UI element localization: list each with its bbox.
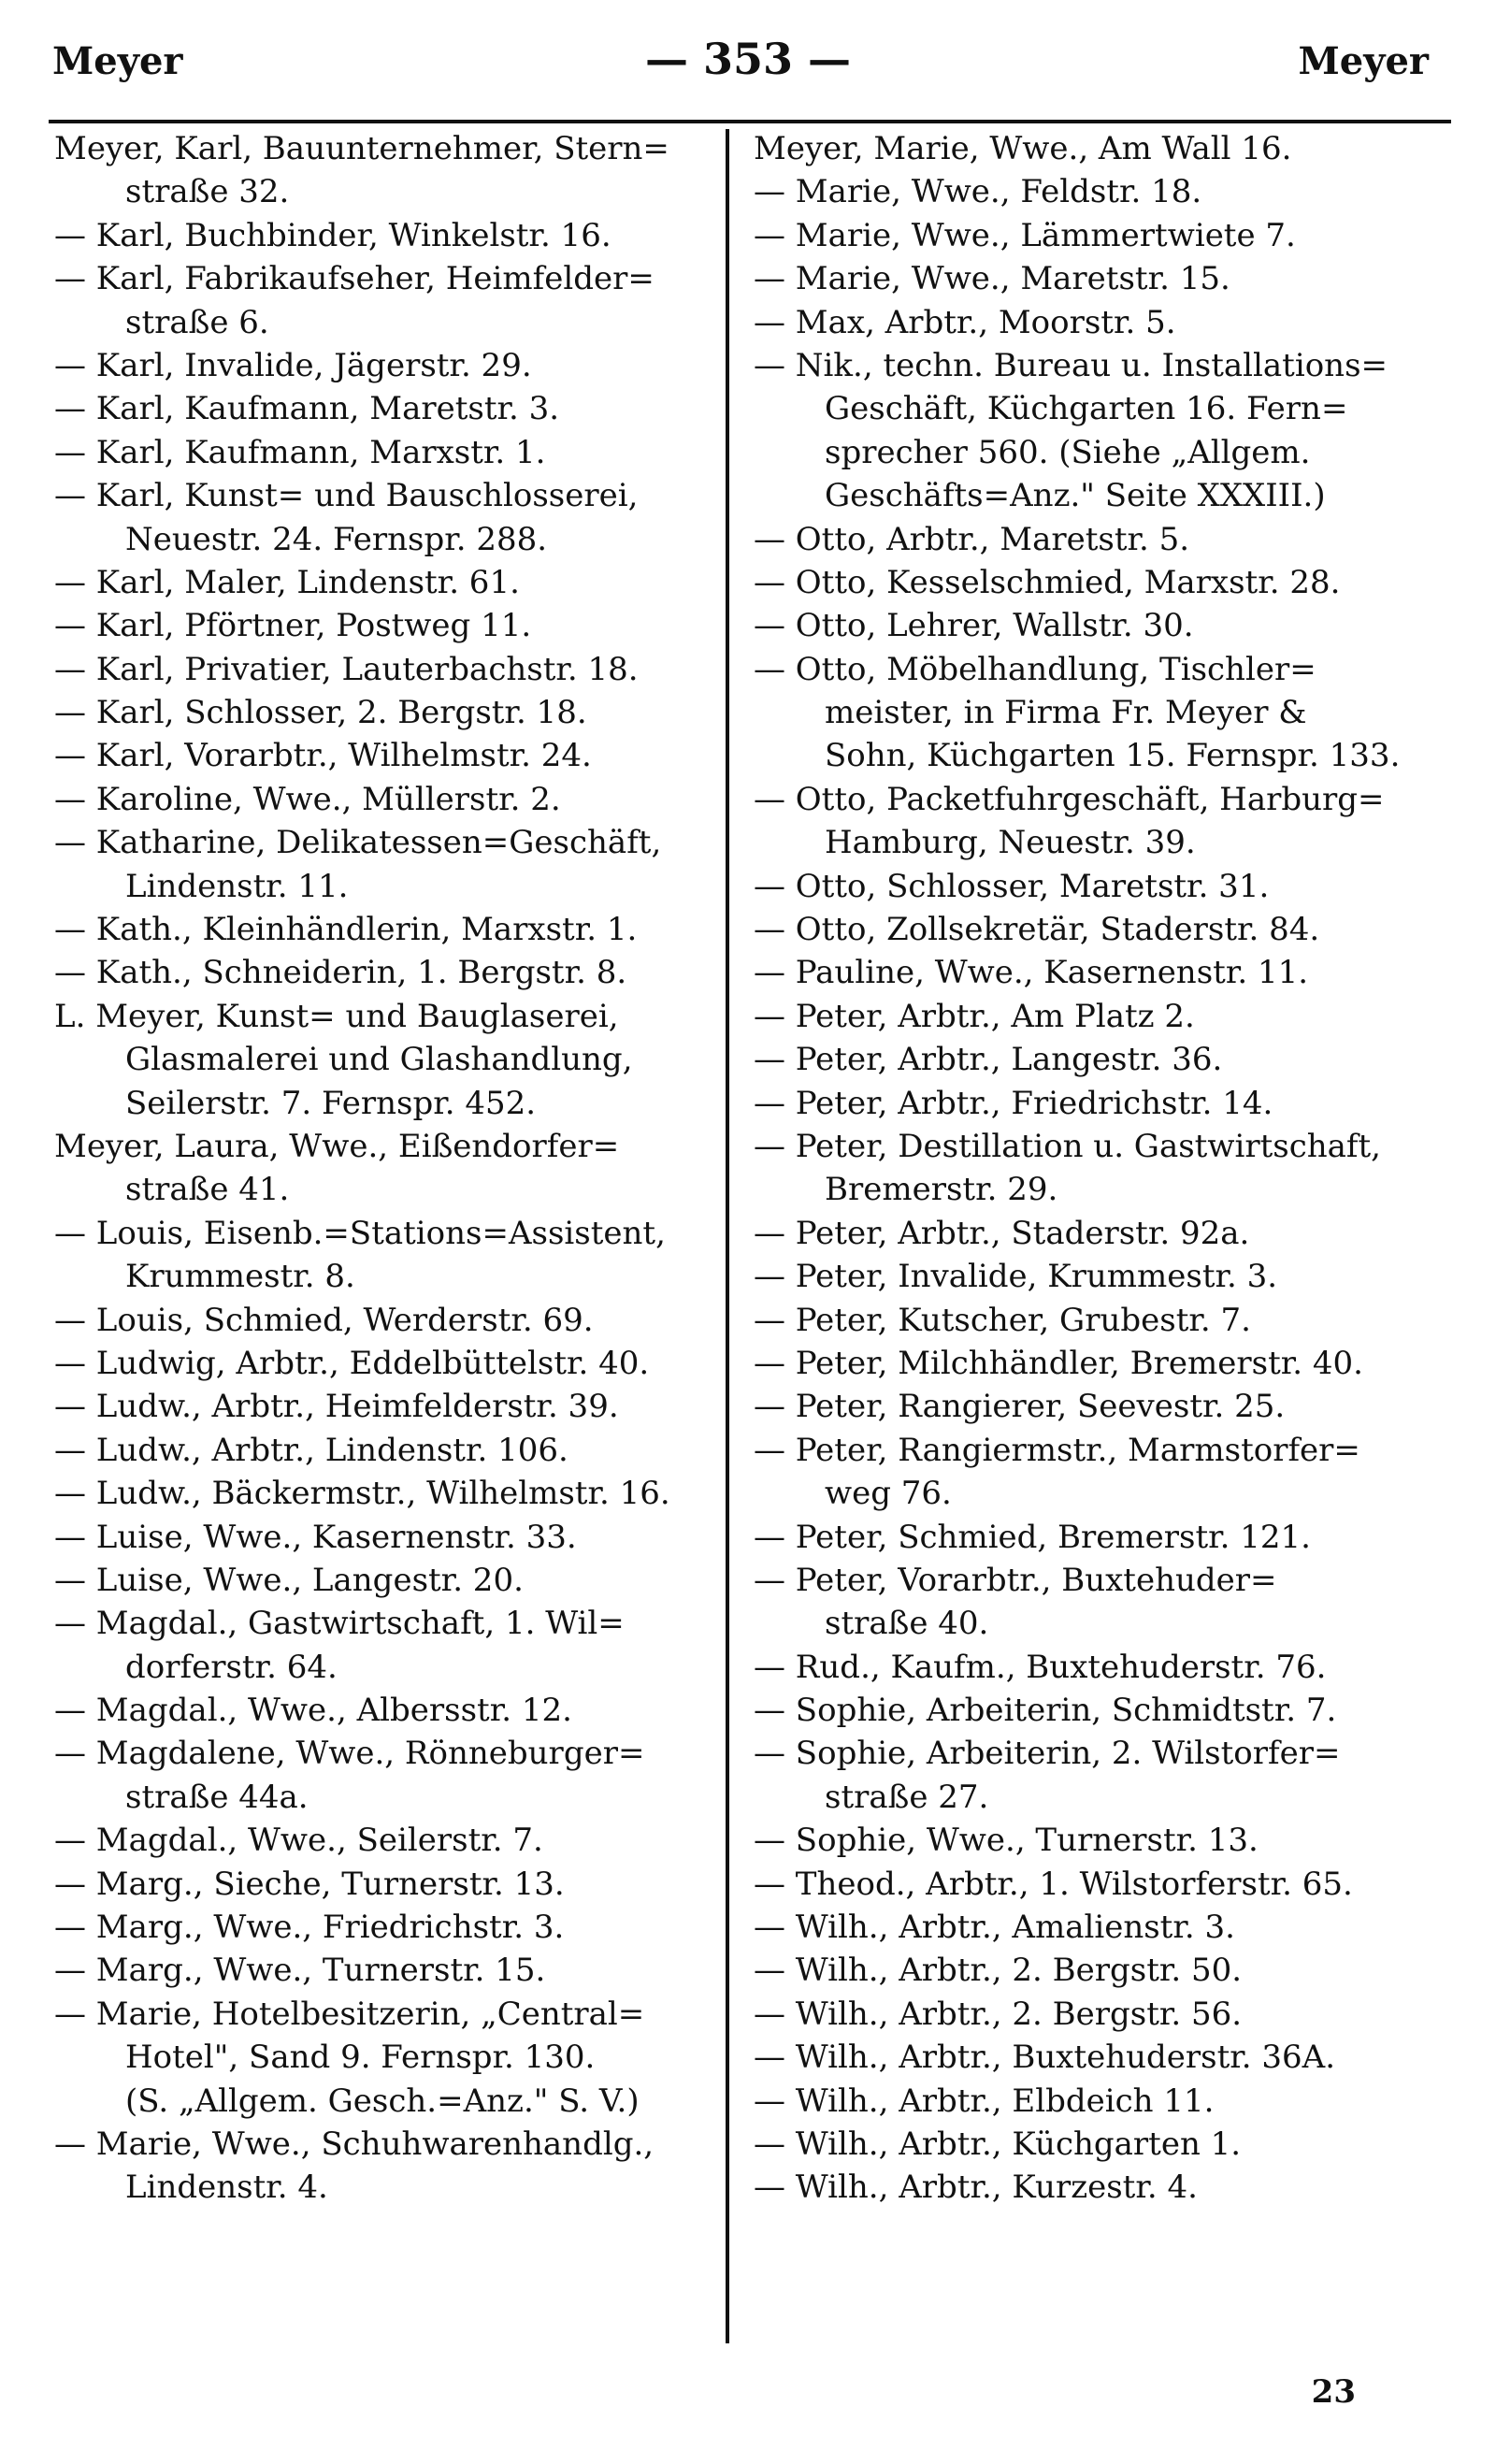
directory-entry-line: — Magdal., Wwe., Albersstr. 12. (54, 1692, 572, 1730)
directory-entry-line: Seilerstr. 7. Fernspr. 452. (125, 1084, 537, 1122)
directory-entry-line: — Rud., Kaufm., Buxtehuderstr. 76. (754, 1648, 1327, 1686)
directory-entry-line: straße 27. (825, 1778, 989, 1816)
directory-entry-line: — Ludwig, Arbtr., Eddelbüttelstr. 40. (54, 1344, 650, 1382)
directory-entry-line: — Otto, Schlosser, Maretstr. 31. (754, 867, 1270, 905)
directory-entry-line: — Wilh., Arbtr., Kurzestr. 4. (754, 2169, 1198, 2207)
directory-entry-line: — Peter, Arbtr., Staderstr. 92a. (754, 1214, 1250, 1252)
directory-entry-line: straße 40. (825, 1605, 989, 1643)
directory-entry-line: — Wilh., Arbtr., Küchgarten 1. (754, 2125, 1242, 2163)
directory-entry-line: — Otto, Lehrer, Wallstr. 30. (754, 607, 1194, 645)
directory-entry-line: — Louis, Schmied, Werderstr. 69. (54, 1301, 594, 1339)
directory-entry-line: — Pauline, Wwe., Kasernenstr. 11. (754, 954, 1309, 992)
directory-entry-line: — Magdalene, Wwe., Rönneburger= (54, 1735, 645, 1773)
directory-entry-line: — Karl, Maler, Lindenstr. 61. (54, 563, 520, 601)
directory-entry-line: — Marie, Wwe., Schuhwarenhandlg., (54, 2125, 654, 2163)
directory-entry-line: — Karl, Kaufmann, Marxstr. 1. (54, 433, 546, 471)
directory-entry-line: — Magdal., Wwe., Seilerstr. 7. (54, 1822, 543, 1860)
directory-entry-line: straße 44a. (125, 1778, 309, 1816)
directory-entry-line: — Otto, Möbelhandlung, Tischler= (754, 650, 1316, 688)
directory-entry-line: Meyer, Karl, Bauunternehmer, Stern= (54, 130, 669, 167)
directory-entry-line: — Peter, Destillation u. Gastwirtschaft, (754, 1127, 1381, 1165)
directory-entry-line: Geschäfts=Anz." Seite XXXIII.) (825, 477, 1326, 515)
directory-entry-line: Hamburg, Neuestr. 39. (825, 824, 1196, 862)
directory-entry-line: — Karl, Kunst= und Bauschlosserei, (54, 477, 639, 515)
running-head-left: Meyer (52, 39, 183, 83)
directory-entry-line: Krummestr. 8. (125, 1258, 355, 1296)
directory-entry-line: — Sophie, Wwe., Turnerstr. 13. (754, 1822, 1259, 1860)
directory-entry-line: — Karl, Kaufmann, Maretstr. 3. (54, 390, 560, 428)
directory-entry-line: — Sophie, Arbeiterin, 2. Wilstorfer= (754, 1735, 1341, 1773)
directory-entry-line: — Marie, Hotelbesitzerin, „Central= (54, 1995, 645, 2033)
directory-entry-line: — Karl, Vorarbtr., Wilhelmstr. 24. (54, 737, 592, 775)
directory-entry-line: — Peter, Arbtr., Friedrichstr. 14. (754, 1084, 1273, 1122)
directory-entry-line: — Otto, Kesselschmied, Marxstr. 28. (754, 563, 1341, 601)
directory-entry-line: — Luise, Wwe., Langestr. 20. (54, 1561, 524, 1599)
directory-entry-line: — Peter, Milchhändler, Bremerstr. 40. (754, 1344, 1363, 1382)
directory-entry-line: — Ludw., Arbtr., Lindenstr. 106. (54, 1431, 568, 1469)
directory-entry-line: — Katharine, Delikatessen=Geschäft, (54, 824, 662, 862)
directory-entry-line: — Peter, Rangiermstr., Marmstorfer= (754, 1431, 1360, 1469)
directory-entry-line: — Marie, Wwe., Lämmertwiete 7. (754, 216, 1296, 254)
directory-entry-line: — Nik., techn. Bureau u. Installations= (754, 346, 1388, 384)
directory-entry-line: dorferstr. 64. (125, 1648, 338, 1686)
directory-entry-line: sprecher 560. (Siehe „Allgem. (825, 433, 1311, 471)
directory-entry-line: — Luise, Wwe., Kasernenstr. 33. (54, 1518, 577, 1556)
directory-entry-line: straße 6. (125, 303, 269, 341)
directory-entry-line: — Karl, Pförtner, Postweg 11. (54, 607, 532, 645)
directory-entry-line: Hotel", Sand 9. Fernspr. 130. (125, 2039, 596, 2077)
directory-entry-line: — Louis, Eisenb.=Stations=Assistent, (54, 1214, 666, 1252)
directory-entry-line: L. Meyer, Kunst= und Bauglaserei, (54, 997, 619, 1035)
directory-entry-line: — Ludw., Arbtr., Heimfelderstr. 39. (54, 1388, 619, 1426)
directory-entry-line: Lindenstr. 11. (125, 867, 349, 905)
directory-entry-line: — Otto, Zollsekretär, Staderstr. 84. (754, 911, 1320, 949)
right-column (754, 127, 1427, 2210)
directory-entry-line: — Karl, Schlosser, 2. Bergstr. 18. (54, 694, 587, 732)
directory-entry-line: — Peter, Rangierer, Seevestr. 25. (754, 1388, 1286, 1426)
directory-entry-line: — Wilh., Arbtr., 2. Bergstr. 56. (754, 1995, 1243, 2033)
directory-entry-line: — Marie, Wwe., Feldstr. 18. (754, 173, 1202, 211)
directory-entry-line: — Wilh., Arbtr., 2. Bergstr. 50. (754, 1952, 1243, 1990)
directory-entry-line: — Peter, Arbtr., Am Platz 2. (754, 997, 1195, 1035)
directory-entry-line: — Peter, Schmied, Bremerstr. 121. (754, 1518, 1311, 1556)
directory-entry-line: — Wilh., Arbtr., Elbdeich 11. (754, 2082, 1215, 2120)
directory-entry-line: Lindenstr. 4. (125, 2169, 328, 2207)
directory-entry-line: — Karl, Invalide, Jägerstr. 29. (54, 346, 532, 384)
directory-entry-line: — Kath., Schneiderin, 1. Bergstr. 8. (54, 954, 627, 992)
directory-entry-line: Sohn, Küchgarten 15. Fernspr. 133. (825, 737, 1401, 775)
directory-entry-line: (S. „Allgem. Gesch.=Anz." S. V.) (125, 2082, 640, 2120)
directory-entry-line: — Theod., Arbtr., 1. Wilstorferstr. 65. (754, 1865, 1353, 1903)
directory-entry-line: Geschäft, Küchgarten 16. Fern= (825, 390, 1348, 428)
column-divider (726, 129, 729, 2343)
directory-entry-line: meister, in Firma Fr. Meyer & (825, 694, 1307, 732)
directory-entry-line: weg 76. (825, 1475, 952, 1513)
directory-entry-line: — Wilh., Arbtr., Buxtehuderstr. 36A. (754, 2039, 1336, 2077)
directory-entry-line: — Marie, Wwe., Maretstr. 15. (754, 260, 1230, 298)
directory-entry-line: — Ludw., Bäckermstr., Wilhelmstr. 16. (54, 1475, 670, 1513)
directory-entry-line: — Peter, Vorarbtr., Buxtehuder= (754, 1561, 1277, 1599)
directory-entry-line: — Otto, Arbtr., Maretstr. 5. (754, 520, 1190, 558)
page-number: — 353 — (644, 34, 852, 84)
directory-entry-line: — Wilh., Arbtr., Amalienstr. 3. (754, 1909, 1235, 1947)
directory-entry-line: Meyer, Laura, Wwe., Eißendorfer= (54, 1127, 620, 1165)
directory-entry-line: straße 32. (125, 173, 290, 211)
directory-entry-line: — Karoline, Wwe., Müllerstr. 2. (54, 780, 561, 818)
directory-entry-line: Bremerstr. 29. (825, 1171, 1058, 1209)
directory-entry-line: — Sophie, Arbeiterin, Schmidtstr. 7. (754, 1692, 1337, 1730)
directory-entry-line: — Kath., Kleinhändlerin, Marxstr. 1. (54, 911, 638, 949)
directory-entry-line: — Marg., Wwe., Turnerstr. 15. (54, 1952, 546, 1990)
left-column (54, 127, 709, 2210)
directory-entry-line: — Marg., Wwe., Friedrichstr. 3. (54, 1909, 565, 1947)
directory-entry-line: — Otto, Packetfuhrgeschäft, Harburg= (754, 780, 1385, 818)
directory-entry-line: — Peter, Kutscher, Grubestr. 7. (754, 1301, 1251, 1339)
header-rule (49, 120, 1451, 123)
directory-entry-line: — Max, Arbtr., Moorstr. 5. (754, 303, 1176, 341)
running-head-right: Meyer (1298, 39, 1429, 83)
sheet-number: 23 (1311, 2373, 1356, 2411)
directory-entry-line: Neuestr. 24. Fernspr. 288. (125, 520, 548, 558)
directory-entry-line: — Marg., Sieche, Turnerstr. 13. (54, 1865, 565, 1903)
directory-entry-line: — Karl, Buchbinder, Winkelstr. 16. (54, 216, 611, 254)
directory-entry-line: — Karl, Privatier, Lauterbachstr. 18. (54, 650, 639, 688)
directory-entry-line: — Magdal., Gastwirtschaft, 1. Wil= (54, 1605, 625, 1643)
directory-entry-line: Meyer, Marie, Wwe., Am Wall 16. (754, 130, 1292, 167)
directory-entry-line: straße 41. (125, 1171, 290, 1209)
directory-entry-line: — Peter, Arbtr., Langestr. 36. (754, 1041, 1223, 1079)
directory-entry-line: — Peter, Invalide, Krummestr. 3. (754, 1258, 1278, 1296)
directory-entry-line: — Karl, Fabrikaufseher, Heimfelder= (54, 260, 654, 298)
directory-entry-line: Glasmalerei und Glashandlung, (125, 1041, 633, 1079)
